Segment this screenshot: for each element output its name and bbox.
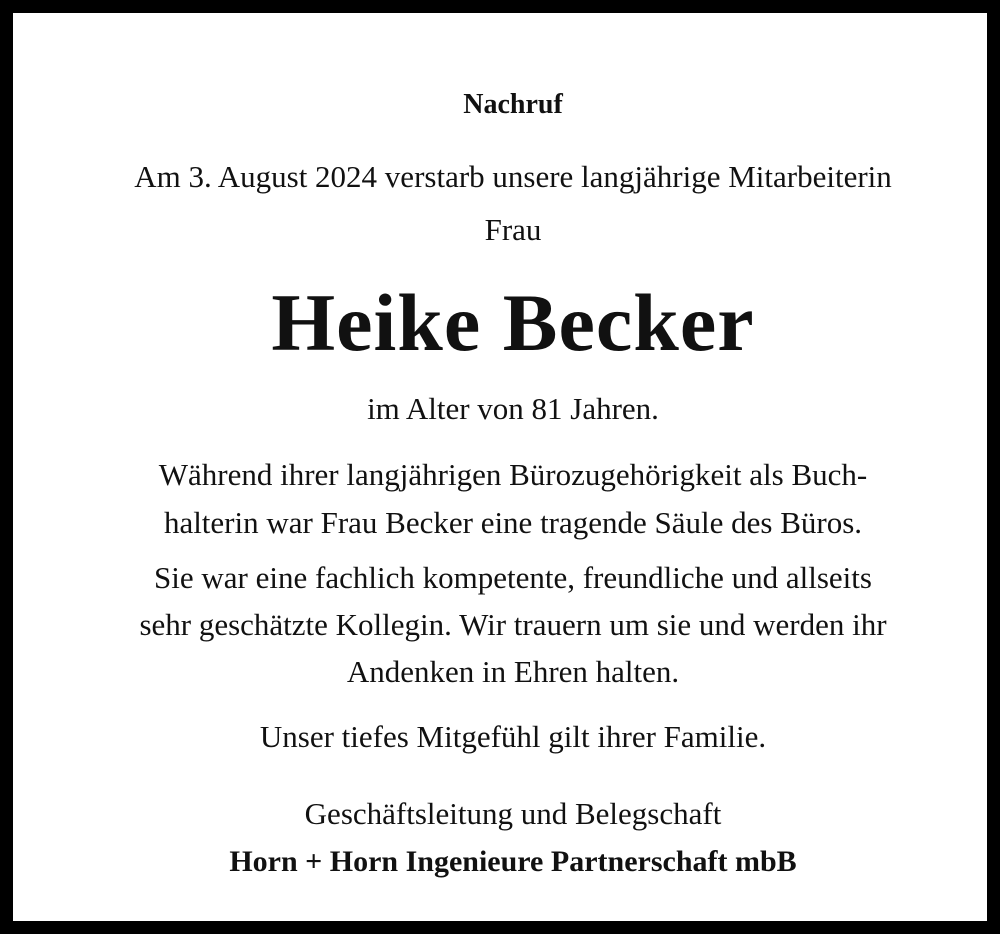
signature-company: Horn + Horn Ingenieure Partnerschaft mbB: [229, 845, 797, 878]
age-text: im Alter von 81 Jahren.: [367, 391, 659, 426]
notice-heading: Nachruf: [463, 89, 563, 120]
intro-text: Am 3. August 2024 verstarb unsere langjährige Mitarbeiterin: [134, 159, 892, 194]
paragraph-2-line-2: sehr geschätzte Kollegin. Wir trauern um sie und werden ihr: [139, 607, 887, 642]
salutation-text: Frau: [484, 212, 542, 247]
condolence-text: Unser tiefes Mitgefühl gilt ihrer Familie.: [259, 719, 767, 754]
deceased-name: Heike Becker: [271, 277, 755, 368]
paragraph-1-line-2: halterin war Frau Becker eine tragende Säule des Büros.: [163, 505, 863, 540]
paragraph-2-line-1: Sie war eine fachlich kompetente, freundliche und allseits: [154, 560, 872, 595]
paragraph-1-line-1: Während ihrer langjährigen Bürozugehörigkeit als Buch-: [158, 457, 868, 492]
signature-group: Geschäftsleitung und Belegschaft: [304, 796, 722, 831]
paragraph-2-line-3: Andenken in Ehren halten.: [346, 654, 680, 689]
